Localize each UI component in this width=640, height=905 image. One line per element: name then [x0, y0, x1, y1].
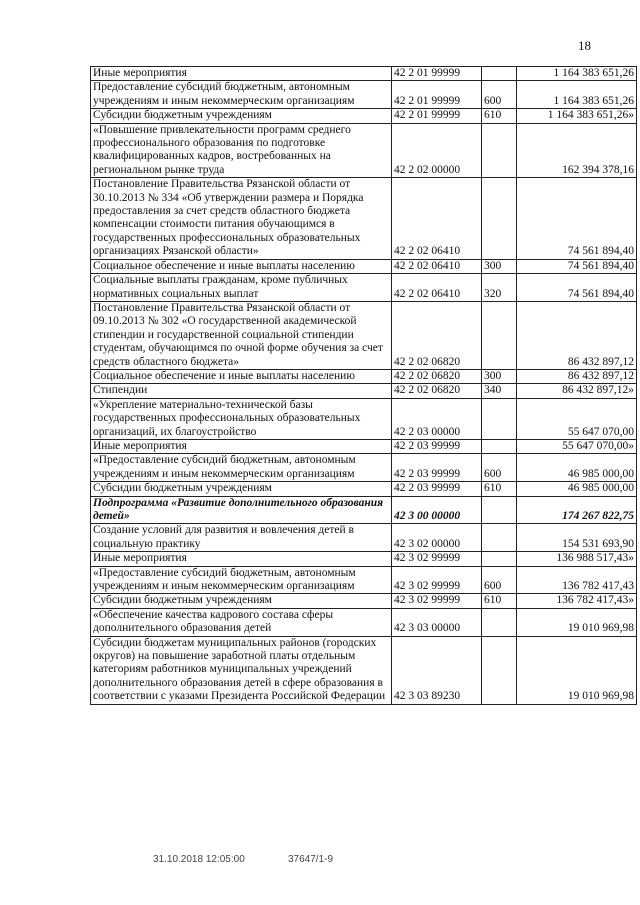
row-type-cell	[482, 496, 517, 524]
table-row	[91, 369, 637, 383]
page-number: 18	[578, 38, 591, 53]
budget-table-body	[91, 67, 637, 705]
table-row	[91, 301, 637, 369]
table-row	[91, 524, 637, 552]
row-type-cell: 340	[482, 384, 517, 398]
row-name-cell: «Укрепление материально-технической базы государственных профессиональных образовательных организаций, их благоустройство	[91, 398, 392, 439]
row-code-cell: 42 2 03 99999	[392, 439, 482, 453]
row-code-cell: 42 2 03 99999	[392, 454, 482, 482]
row-sum-cell: 19 010 969,98	[517, 608, 637, 636]
row-name-cell: Субсидии бюджетным учреждениям	[91, 109, 392, 123]
row-code-cell: 42 2 02 06410	[392, 259, 482, 273]
table-row	[91, 67, 637, 81]
row-code-cell: 42 3 02 99999	[392, 566, 482, 594]
row-code-cell: 42 2 01 99999	[392, 109, 482, 123]
row-code-cell: 42 2 02 06820	[392, 369, 482, 383]
row-name-cell: Постановление Правительства Рязанской области от 30.10.2013 № 334 «Об утверждении размера и Порядка предоставления за счет средств областного бюджета компенсации стоимости питания обучающимся в государственных профессиональных образовательных организациях Рязанской области»	[91, 178, 392, 259]
row-type-cell	[482, 123, 517, 178]
row-sum-cell: 174 267 822,75	[517, 496, 637, 524]
row-code-cell: 42 2 01 99999	[392, 81, 482, 109]
row-sum-cell: 74 561 894,40	[517, 178, 637, 259]
row-type-cell	[482, 636, 517, 704]
row-name-cell: Субсидии бюджетным учреждениям	[91, 482, 392, 496]
row-type-cell: 610	[482, 594, 517, 608]
table-row	[91, 123, 637, 178]
row-code-cell: 42 2 02 06820	[392, 301, 482, 369]
row-code-cell: 42 2 02 06820	[392, 384, 482, 398]
row-name-cell: Постановление Правительства Рязанской области от 09.10.2013 № 302 «О государственной академической стипендии и государственной социальной стипендии студентам, обучающимся по очной форме обучения за счет средств областного бюджета»	[91, 301, 392, 369]
row-sum-cell: 136 782 417,43	[517, 566, 637, 594]
row-sum-cell: 74 561 894,40	[517, 259, 637, 273]
row-code-cell: 42 2 03 99999	[392, 482, 482, 496]
row-name-cell: Создание условий для развития и вовлечения детей в социальную практику	[91, 524, 392, 552]
row-sum-cell: 162 394 378,16	[517, 123, 637, 178]
table-row	[91, 81, 637, 109]
row-type-cell: 600	[482, 454, 517, 482]
row-code-cell: 42 3 02 99999	[392, 552, 482, 566]
table-row	[91, 259, 637, 273]
row-type-cell	[482, 439, 517, 453]
table-row	[91, 109, 637, 123]
row-code-cell: 42 3 02 99999	[392, 594, 482, 608]
row-sum-cell: 46 985 000,00	[517, 454, 637, 482]
row-code-cell: 42 3 03 89230	[392, 636, 482, 704]
table-row	[91, 594, 637, 608]
row-type-cell	[482, 552, 517, 566]
table-row	[91, 608, 637, 636]
table-row	[91, 636, 637, 704]
row-sum-cell: 1 164 383 651,26	[517, 67, 637, 81]
row-code-cell: 42 3 00 00000	[392, 496, 482, 524]
row-code-cell: 42 3 03 00000	[392, 608, 482, 636]
row-name-cell: Социальное обеспечение и иные выплаты населению	[91, 259, 392, 273]
table-row	[91, 496, 637, 524]
row-code-cell: 42 2 01 99999	[392, 67, 482, 81]
row-name-cell: «Предоставление субсидий бюджетным, автономным учреждениям и иным некоммерческим организациям	[91, 566, 392, 594]
row-type-cell	[482, 608, 517, 636]
row-name-cell: Подпрограмма «Развитие дополнительного образования детей»	[91, 496, 392, 524]
row-code-cell: 42 2 03 00000	[392, 398, 482, 439]
row-name-cell: Субсидии бюджетам муниципальных районов (городских округов) на повышение заработной платы отдельным категориям работников муниципальных учреждений дополнительного образования детей в сфере образования в соответствии с указами Президента Российской Федерации	[91, 636, 392, 704]
row-name-cell: «Обеспечение качества кадрового состава сферы дополнительного образования детей	[91, 608, 392, 636]
row-sum-cell: 86 432 897,12»	[517, 384, 637, 398]
row-name-cell: Иные мероприятия	[91, 552, 392, 566]
table-row	[91, 274, 637, 302]
row-type-cell: 300	[482, 259, 517, 273]
row-type-cell: 300	[482, 369, 517, 383]
row-type-cell	[482, 67, 517, 81]
table-row	[91, 454, 637, 482]
table-row	[91, 398, 637, 439]
row-type-cell: 600	[482, 81, 517, 109]
row-name-cell: Иные мероприятия	[91, 67, 392, 81]
row-type-cell: 610	[482, 482, 517, 496]
row-type-cell: 600	[482, 566, 517, 594]
row-name-cell: «Предоставление субсидий бюджетным, автономным учреждениям и иным некоммерческим организациям	[91, 454, 392, 482]
row-sum-cell: 55 647 070,00»	[517, 439, 637, 453]
row-sum-cell: 1 164 383 651,26	[517, 81, 637, 109]
row-code-cell: 42 3 02 00000	[392, 524, 482, 552]
table-row	[91, 384, 637, 398]
row-type-cell	[482, 178, 517, 259]
row-type-cell	[482, 398, 517, 439]
row-type-cell: 320	[482, 274, 517, 302]
row-sum-cell: 136 988 517,43»	[517, 552, 637, 566]
row-name-cell: Субсидии бюджетным учреждениям	[91, 594, 392, 608]
footer-document-id: 37647/1-9	[288, 854, 334, 865]
row-sum-cell: 46 985 000,00	[517, 482, 637, 496]
table-row	[91, 552, 637, 566]
row-code-cell: 42 2 02 06410	[392, 178, 482, 259]
row-sum-cell: 1 164 383 651,26»	[517, 109, 637, 123]
table-row	[91, 178, 637, 259]
row-sum-cell: 19 010 969,98	[517, 636, 637, 704]
row-sum-cell: 74 561 894,40	[517, 274, 637, 302]
row-type-cell	[482, 301, 517, 369]
table-row	[91, 482, 637, 496]
row-name-cell: Социальное обеспечение и иные выплаты населению	[91, 369, 392, 383]
footer-timestamp: 31.10.2018 12:05:00	[153, 854, 245, 865]
table-row	[91, 566, 637, 594]
row-sum-cell: 154 531 693,90	[517, 524, 637, 552]
table-row	[91, 439, 637, 453]
row-name-cell: Стипендии	[91, 384, 392, 398]
row-name-cell: Социальные выплаты гражданам, кроме публичных нормативных социальных выплат	[91, 274, 392, 302]
budget-table	[90, 66, 637, 705]
row-name-cell: «Повышение привлекательности программ среднего профессионального образования по подготовке квалифицированных кадров, востребованных на региональном рынке труда	[91, 123, 392, 178]
row-sum-cell: 86 432 897,12	[517, 369, 637, 383]
row-sum-cell: 136 782 417,43»	[517, 594, 637, 608]
row-type-cell	[482, 524, 517, 552]
row-code-cell: 42 2 02 06410	[392, 274, 482, 302]
row-sum-cell: 55 647 070,00	[517, 398, 637, 439]
row-type-cell: 610	[482, 109, 517, 123]
row-name-cell: Иные мероприятия	[91, 439, 392, 453]
row-sum-cell: 86 432 897,12	[517, 301, 637, 369]
row-code-cell: 42 2 02 00000	[392, 123, 482, 178]
row-name-cell: Предоставление субсидий бюджетным, автономным учреждениям и иным некоммерческим организациям	[91, 81, 392, 109]
